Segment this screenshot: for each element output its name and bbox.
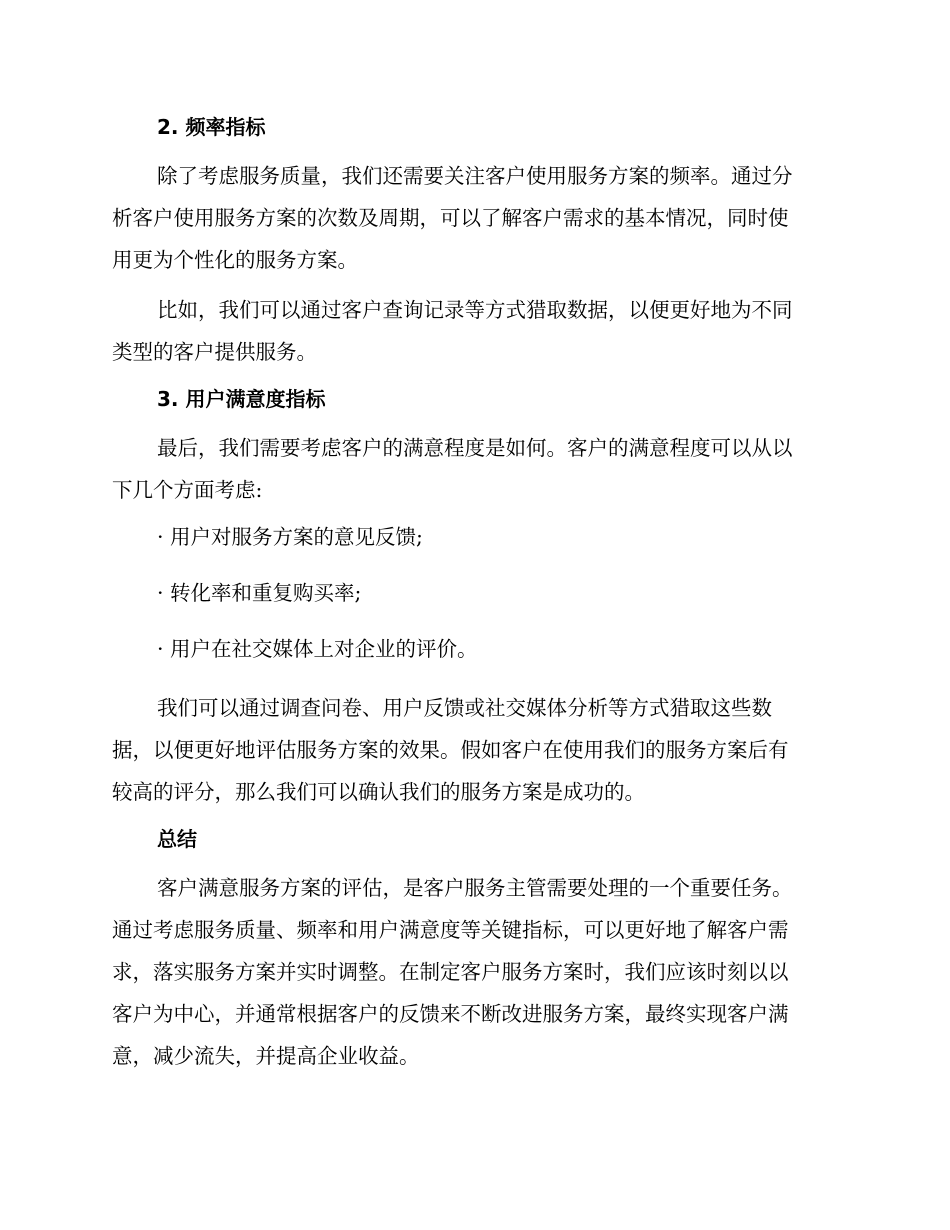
section-heading-summary: 总结	[157, 827, 197, 851]
text-line: 我们可以通过调查问卷、用户反馈或社交媒体分析等方式猎取这些数	[157, 696, 772, 720]
text-line: 意，减少流失，并提高企业收益。	[112, 1044, 420, 1068]
bullet-item: · 用户对服务方案的意见反馈;	[157, 525, 423, 549]
text-line: 用更为个性化的服务方案。	[112, 248, 358, 272]
text-line: 客户满意服务方案的评估，是客户服务主管需要处理的一个重要任务。	[157, 876, 793, 900]
paragraph-satisfaction-intro	[112, 427, 830, 511]
text-line: 析客户使用服务方案的次数及周期，可以了解客户需求的基本情况，同时使	[112, 206, 789, 230]
bullet-item: · 用户在社交媒体上对企业的评价。	[157, 637, 478, 661]
paragraph-frequency-example	[112, 289, 830, 373]
text-line: 通过考虑服务质量、频率和用户满意度等关键指标，可以更好地了解客户需	[112, 918, 789, 942]
text-line: 除了考虑服务质量，我们还需要关注客户使用服务方案的频率。通过分	[157, 164, 793, 188]
text-line: 类型的客户提供服务。	[112, 340, 317, 364]
text-line: 比如，我们可以通过客户查询记录等方式猎取数据，以便更好地为不同	[157, 298, 793, 322]
text-line: 较高的评分，那么我们可以确认我们的服务方案是成功的。	[112, 780, 645, 804]
bullet-item: · 转化率和重复购买率;	[157, 581, 362, 605]
text-line: 最后，我们需要考虑客户的满意程度是如何。客户的满意程度可以从以	[157, 436, 793, 460]
paragraph-satisfaction-methods	[112, 687, 830, 813]
paragraph-summary	[112, 867, 830, 1077]
text-line: 求，落实服务方案并实时调整。在制定客户服务方案时，我们应该时刻以以	[112, 960, 789, 984]
text-line: 下几个方面考虑:	[112, 478, 263, 502]
text-line: 客户为中心，并通常根据客户的反馈来不断改进服务方案，最终实现客户满	[112, 1002, 789, 1026]
section-heading-satisfaction: 3. 用户满意度指标	[157, 387, 326, 411]
paragraph-frequency-intro	[112, 155, 830, 281]
text-line: 据，以便更好地评估服务方案的效果。假如客户在使用我们的服务方案后有	[112, 738, 789, 762]
section-heading-frequency: 2. 频率指标	[157, 115, 266, 139]
